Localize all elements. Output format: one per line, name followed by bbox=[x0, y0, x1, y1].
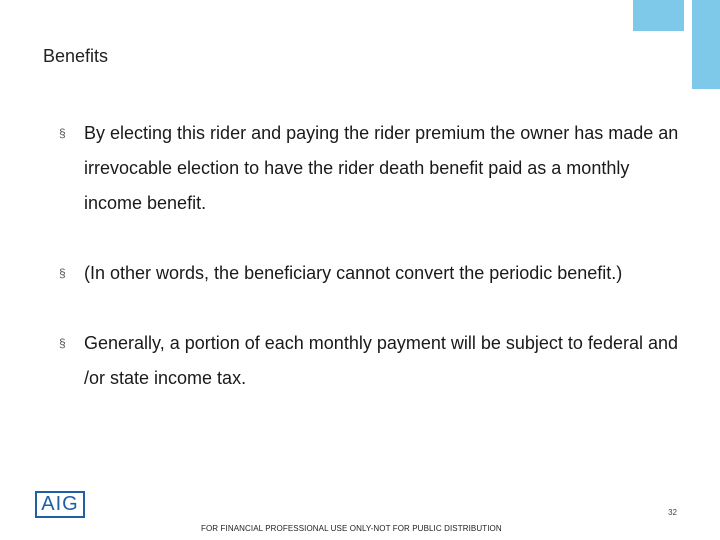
bullet-marker-icon: § bbox=[59, 126, 66, 140]
bullet-item bbox=[59, 326, 679, 396]
page-number: 32 bbox=[668, 508, 677, 517]
slide-title: Benefits bbox=[43, 46, 109, 66]
decorative-block-right bbox=[692, 0, 720, 89]
bullet-text: (In other words, the beneficiary cannot convert the periodic benefit.) bbox=[84, 263, 623, 283]
company-logo: AIG bbox=[35, 491, 85, 518]
bullet-item bbox=[59, 116, 679, 221]
bullet-text: Generally, a portion of each monthly payment will be subject to federal and /or state income tax. bbox=[84, 333, 678, 388]
bullet-text: By electing this rider and paying the rider premium the owner has made an irrevocable election to have the rider death benefit paid as a monthly income benefit. bbox=[84, 123, 679, 213]
bullet-marker-icon: § bbox=[59, 336, 66, 350]
bullet-item bbox=[59, 256, 679, 291]
bullet-marker-icon: § bbox=[59, 266, 66, 280]
decorative-block-left bbox=[633, 0, 684, 31]
bullet-list bbox=[59, 116, 679, 396]
footer-disclaimer: FOR FINANCIAL PROFESSIONAL USE ONLY-NOT FOR PUBLIC DISTRIBUTION bbox=[201, 524, 502, 533]
